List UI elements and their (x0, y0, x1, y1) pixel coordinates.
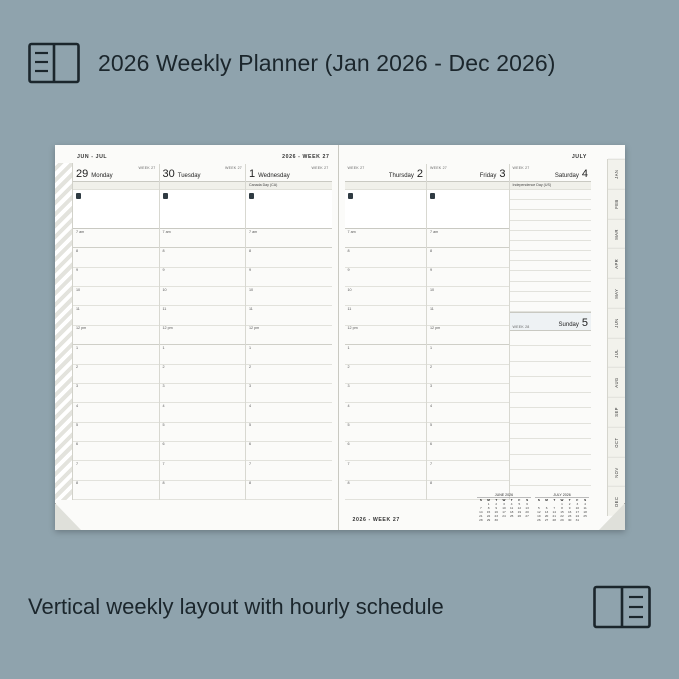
notes-box[interactable] (345, 190, 427, 229)
day-number: 3 (499, 168, 506, 180)
hour-row[interactable]: 9 (246, 268, 332, 287)
hour-row[interactable]: 3 (427, 384, 509, 403)
day-cell: 20 (544, 514, 549, 518)
mini-calendars (477, 493, 589, 523)
mini-calendar-title: JULY 2026 (535, 493, 589, 499)
hour-row[interactable]: 3 (73, 384, 159, 403)
day-cell: 27 (544, 518, 549, 522)
day-cell: 13 (544, 510, 549, 514)
hour-row[interactable]: 7 (246, 461, 332, 480)
hour-grid[interactable] (246, 229, 332, 500)
saturday-lines[interactable] (510, 190, 592, 312)
dow: S (537, 498, 540, 502)
notes-box[interactable] (246, 190, 332, 229)
mini-calendar-grid (477, 498, 531, 522)
dow: T (495, 498, 498, 502)
hour-row[interactable]: 6 (160, 442, 246, 461)
day-column-tuesday[interactable] (160, 164, 247, 500)
hour-row[interactable]: 9 (427, 268, 509, 287)
hour-grid[interactable] (160, 229, 246, 500)
right-week-label: 2026 - WEEK 27 (352, 517, 400, 523)
hour-row[interactable]: 12 pm (160, 326, 246, 345)
hour-row[interactable]: 2 (427, 365, 509, 384)
hour-row[interactable]: 3 (246, 384, 332, 403)
hour-row[interactable]: 1 (160, 345, 246, 364)
hour-row[interactable]: 4 (246, 403, 332, 422)
writing-line[interactable] (510, 200, 592, 210)
day-header-monday (73, 164, 159, 182)
page-edge-stripes (55, 163, 73, 500)
left-page-header (77, 151, 330, 163)
day-name: Tuesday (177, 172, 201, 179)
month-tab-jun[interactable]: JUN (608, 308, 625, 338)
dow: M (545, 498, 548, 502)
hour-row[interactable]: 8 (427, 248, 509, 267)
dow: S (584, 498, 587, 502)
hour-row[interactable]: 8 (345, 481, 427, 500)
dow: M (487, 498, 490, 502)
day-cell: 22 (486, 514, 491, 518)
mini-calendar-july (535, 493, 589, 523)
writing-line[interactable] (510, 282, 592, 292)
page-header (28, 32, 651, 94)
day-number: 30 (162, 168, 175, 180)
day-cell: 18 (509, 510, 514, 514)
day-name: Friday (479, 172, 497, 179)
day-cell: 29 (560, 518, 564, 522)
day-cell (581, 518, 589, 522)
day-cell: 22 (560, 514, 564, 518)
day-cell: 14 (552, 510, 556, 514)
day-number: 1 (249, 168, 256, 180)
dow: S (479, 498, 482, 502)
hour-row[interactable]: 4 (427, 403, 509, 422)
week-number: WEEK 27 (512, 166, 530, 170)
month-tab-dec[interactable]: DEC (608, 486, 625, 516)
day-cell: 8 (487, 506, 490, 510)
writing-line[interactable] (510, 241, 592, 251)
right-month-label: JULY (571, 154, 587, 160)
day-cell: 4 (510, 502, 513, 506)
page-title: 2026 Weekly Planner (Jan 2026 - Dec 2026) (98, 49, 556, 76)
day-cell: 21 (479, 514, 483, 518)
day-column-monday[interactable] (73, 164, 160, 500)
day-cell: 24 (575, 514, 580, 518)
day-cell: 27 (525, 514, 529, 518)
day-header-friday (427, 164, 509, 182)
hour-row[interactable]: 11 (427, 306, 509, 325)
day-cell: 2 (568, 502, 571, 506)
day-column-friday[interactable] (427, 164, 510, 500)
day-cell: 1 (561, 502, 563, 506)
day-cell: 25 (509, 514, 514, 518)
month-tab-feb[interactable]: FEB (608, 189, 625, 219)
day-cell: 26 (537, 518, 541, 522)
hour-row[interactable]: 8 (160, 481, 246, 500)
hour-row[interactable]: 7 am (427, 229, 509, 248)
day-cell: 12 (537, 510, 541, 514)
footer-caption: Vertical weekly layout with hourly schedule (28, 594, 444, 619)
hour-row[interactable]: 9 (345, 268, 427, 287)
note-marker-icon (430, 193, 435, 199)
hour-row[interactable]: 8 (73, 481, 159, 500)
notes-box[interactable] (427, 190, 509, 229)
writing-line[interactable] (510, 331, 592, 346)
day-cell: 30 (494, 518, 498, 522)
dow: T (553, 498, 556, 502)
day-name: Monday (91, 172, 113, 179)
writing-line[interactable] (510, 221, 592, 231)
day-cell: 30 (567, 518, 572, 522)
day-cell: 9 (568, 506, 571, 510)
hour-row[interactable]: 1 (345, 345, 427, 364)
day-cell: 5 (537, 506, 540, 510)
day-number: 29 (76, 168, 89, 180)
mini-calendar-june (477, 493, 531, 523)
month-tab-apr[interactable]: APR (608, 248, 625, 278)
hour-row[interactable]: 7 (345, 461, 427, 480)
day-cell: 3 (503, 502, 505, 506)
day-column-thursday[interactable] (345, 164, 428, 500)
day-cell: 11 (583, 506, 587, 510)
writing-line[interactable] (510, 377, 592, 392)
day-cell: 24 (502, 514, 506, 518)
hour-row[interactable]: 5 (73, 423, 159, 442)
day-header-wednesday (246, 164, 332, 182)
hour-row[interactable]: 2 (73, 365, 159, 384)
week-number: WEEK 27 (138, 166, 156, 170)
week-number: WEEK 27 (430, 166, 447, 170)
hour-grid[interactable] (73, 229, 159, 500)
dow: F (576, 498, 579, 502)
page-footer (28, 577, 651, 637)
hour-row[interactable]: 10 (160, 287, 246, 306)
mini-calendar-title: JUNE 2026 (477, 493, 531, 499)
holiday-note (345, 182, 427, 190)
planner-spread (55, 145, 625, 530)
hour-row[interactable]: 1 (73, 345, 159, 364)
day-number: 5 (581, 317, 588, 329)
dow: W (560, 498, 564, 502)
day-cell: 15 (486, 510, 491, 514)
day-cell: 20 (525, 510, 529, 514)
day-cell: 19 (517, 510, 522, 514)
month-tab-aug[interactable]: AUG (608, 367, 625, 397)
hour-row[interactable]: 7 am (73, 229, 159, 248)
month-tab-may[interactable]: MAY (608, 278, 625, 308)
hour-row[interactable]: 8 (246, 248, 332, 267)
day-cell: 4 (584, 502, 586, 506)
week-number: WEEK 27 (347, 166, 365, 170)
month-tab-nov[interactable]: NOV (608, 457, 625, 487)
hour-row[interactable]: 1 (427, 345, 509, 364)
hour-row[interactable]: 6 (427, 442, 509, 461)
hour-row[interactable]: 8 (427, 481, 509, 500)
day-cell: 3 (576, 502, 579, 506)
day-cell: 11 (510, 506, 514, 510)
hour-row[interactable]: 9 (73, 268, 159, 287)
week-number: WEEK 27 (225, 166, 242, 170)
day-cell: 28 (552, 518, 556, 522)
day-name: Sunday (558, 321, 579, 328)
holiday-note (427, 182, 509, 190)
hour-row[interactable]: 5 (160, 423, 246, 442)
day-cell: 18 (583, 510, 587, 514)
sunday-lines[interactable] (510, 331, 592, 500)
left-month-label: JUN - JUL (77, 154, 108, 160)
hour-row[interactable]: 3 (345, 384, 427, 403)
day-header-saturday (510, 164, 592, 182)
day-header-tuesday (160, 164, 246, 182)
hour-row[interactable]: 11 (246, 306, 332, 325)
dow: F (518, 498, 521, 502)
hour-row[interactable]: 12 pm (73, 326, 159, 345)
right-page-header (347, 151, 588, 163)
day-cell: 7 (479, 506, 482, 510)
holiday-note (73, 182, 159, 190)
notes-box[interactable] (73, 190, 159, 229)
day-cell: 19 (537, 514, 541, 518)
writing-line[interactable] (510, 231, 592, 241)
note-marker-icon (249, 193, 254, 199)
day-cell: 21 (552, 514, 556, 518)
writing-line[interactable] (510, 393, 592, 408)
day-cell: 23 (567, 514, 572, 518)
day-cell: 16 (567, 510, 572, 514)
holiday-note (160, 182, 246, 190)
hour-row[interactable]: 4 (160, 403, 246, 422)
hour-row[interactable]: 12 pm (246, 326, 332, 345)
day-cell: 5 (518, 502, 521, 506)
month-tab-mar[interactable]: MAR (608, 219, 625, 249)
hour-row[interactable]: 8 (246, 481, 332, 500)
note-marker-icon (163, 193, 168, 199)
writing-line[interactable] (510, 362, 592, 377)
day-cell: 1 (487, 502, 490, 506)
hour-row[interactable]: 7 am (345, 229, 427, 248)
hour-row[interactable]: 10 (345, 287, 427, 306)
writing-line[interactable] (510, 190, 592, 200)
hour-row[interactable]: 10 (427, 287, 509, 306)
open-book-icon (28, 40, 80, 86)
day-cell: 7 (553, 506, 556, 510)
hour-row[interactable]: 7 (427, 461, 509, 480)
notes-box[interactable] (160, 190, 246, 229)
day-cell: 9 (495, 506, 498, 510)
writing-line[interactable] (510, 408, 592, 423)
writing-line[interactable] (510, 439, 592, 454)
hour-row[interactable]: 6 (73, 442, 159, 461)
hour-row[interactable]: 7 (160, 461, 246, 480)
hour-row[interactable]: 6 (345, 442, 427, 461)
month-tab-oct[interactable]: OCT (608, 427, 625, 457)
week-number: WEEK 28 (512, 325, 530, 329)
dow: T (568, 498, 571, 502)
day-cell: 26 (517, 514, 522, 518)
left-day-columns (73, 164, 332, 500)
page-corner-left (55, 503, 81, 530)
hour-row[interactable]: 2 (160, 365, 246, 384)
hour-grid[interactable] (345, 229, 427, 500)
hour-row[interactable]: 4 (73, 403, 159, 422)
day-cell: 13 (525, 506, 529, 510)
hour-row[interactable]: 8 (345, 248, 427, 267)
writing-line[interactable] (510, 251, 592, 261)
month-tab-jan[interactable]: JAN (608, 159, 625, 189)
hour-row[interactable]: 7 (73, 461, 159, 480)
planner-left-page (55, 145, 339, 530)
day-number: 2 (416, 168, 423, 180)
hour-row[interactable]: 7 am (246, 229, 332, 248)
day-cell: 23 (494, 514, 498, 518)
month-tab-sep[interactable]: SEP (608, 397, 625, 427)
hour-row[interactable]: 4 (345, 403, 427, 422)
note-marker-icon (76, 193, 81, 199)
day-cell (516, 518, 524, 522)
hour-row[interactable]: 8 (160, 248, 246, 267)
hour-row[interactable]: 5 (246, 423, 332, 442)
day-cell: 2 (495, 502, 498, 506)
day-cell: 28 (479, 518, 483, 522)
day-name: Wednesday (258, 172, 290, 179)
hour-row[interactable]: 7 am (160, 229, 246, 248)
writing-line[interactable] (510, 455, 592, 470)
day-header-thursday (345, 164, 427, 182)
month-tab-jul[interactable]: JUL (608, 338, 625, 368)
hour-row[interactable]: 5 (345, 423, 427, 442)
day-cell: 17 (575, 510, 580, 514)
day-cell: 10 (575, 506, 580, 510)
day-cell: 8 (561, 506, 563, 510)
day-cell: 6 (526, 502, 528, 506)
hour-row[interactable]: 11 (73, 306, 159, 325)
writing-line[interactable] (510, 292, 592, 302)
hour-row[interactable]: 8 (73, 248, 159, 267)
note-marker-icon (348, 193, 353, 199)
day-cell: 25 (583, 514, 587, 518)
hour-row[interactable]: 11 (160, 306, 246, 325)
day-column-weekend[interactable] (510, 164, 592, 500)
day-cell: 17 (502, 510, 506, 514)
day-cell (500, 518, 508, 522)
day-cell: 14 (479, 510, 483, 514)
writing-line[interactable] (510, 210, 592, 220)
day-cell: 12 (517, 506, 522, 510)
day-name: Thursday (388, 172, 414, 179)
hour-row[interactable]: 10 (73, 287, 159, 306)
hour-row[interactable]: 10 (246, 287, 332, 306)
writing-line[interactable] (510, 424, 592, 439)
mini-calendar-grid (535, 498, 589, 522)
hour-row[interactable]: 5 (427, 423, 509, 442)
open-book-icon (593, 583, 651, 631)
holiday-note: Independence Day (US) (510, 182, 592, 190)
hour-row[interactable]: 12 pm (345, 326, 427, 345)
right-day-columns (345, 164, 592, 500)
writing-line[interactable] (510, 302, 592, 312)
planner-right-page (339, 145, 626, 530)
month-tab-strip[interactable] (607, 159, 625, 516)
writing-line[interactable] (510, 271, 592, 281)
dow: S (526, 498, 529, 502)
day-cell: 15 (560, 510, 564, 514)
writing-line[interactable] (510, 470, 592, 485)
hour-row[interactable]: 12 pm (427, 326, 509, 345)
left-week-label: 2026 - WEEK 27 (282, 154, 330, 160)
day-cell: 10 (502, 506, 506, 510)
hour-grid[interactable] (427, 229, 509, 500)
hour-row[interactable]: 1 (246, 345, 332, 364)
holiday-note: Canada Day (CA) (246, 182, 332, 190)
day-cell: 16 (494, 510, 498, 514)
day-name: Saturday (554, 172, 579, 179)
day-cell: 6 (545, 506, 548, 510)
day-number: 4 (581, 168, 588, 180)
dow: W (502, 498, 506, 502)
hour-row[interactable]: 2 (345, 365, 427, 384)
week-number: WEEK 27 (311, 166, 329, 170)
hour-row[interactable]: 3 (160, 384, 246, 403)
day-cell: 31 (575, 518, 580, 522)
hour-row[interactable]: 9 (160, 268, 246, 287)
hour-row[interactable]: 6 (246, 442, 332, 461)
day-cell (508, 518, 516, 522)
writing-line[interactable] (510, 261, 592, 271)
day-cell (523, 518, 531, 522)
day-header-sunday (510, 312, 592, 331)
dow: T (510, 498, 513, 502)
writing-line[interactable] (510, 346, 592, 361)
day-cell: 29 (486, 518, 491, 522)
day-column-wednesday[interactable] (246, 164, 332, 500)
hour-row[interactable]: 11 (345, 306, 427, 325)
hour-row[interactable]: 2 (246, 365, 332, 384)
